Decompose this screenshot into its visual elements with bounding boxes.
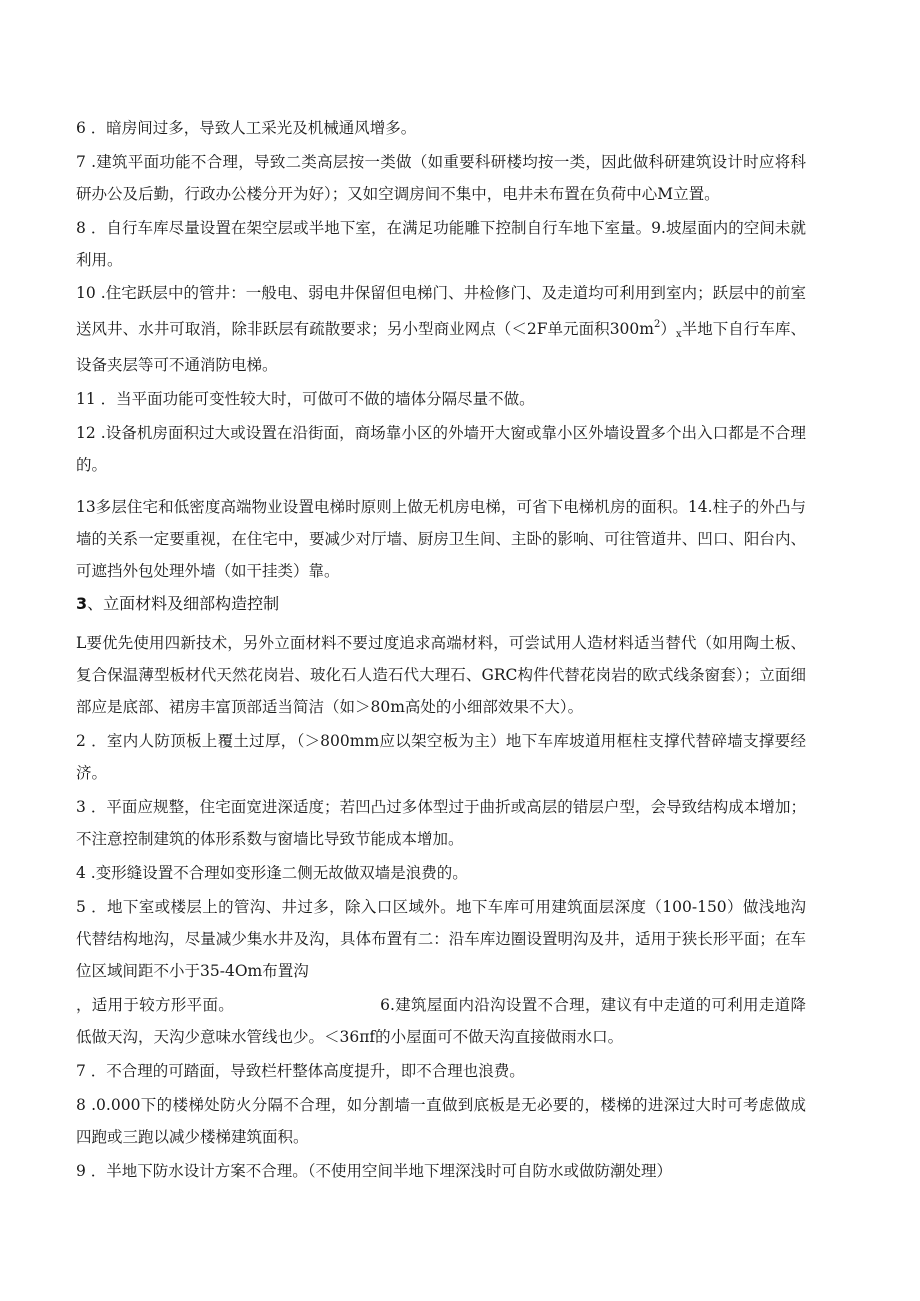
section-heading [76, 589, 806, 619]
paragraph-7-tread: 7 ．不合理的可踏面，导致栏杆整体高度提升，即不合理也浪费。 [76, 1062, 525, 1080]
paragraph-3: 3 ．平面应规整，住宅面宽进深适度；若凹凸过多体型过于曲折或高层的错层户型，会导致结构成本增加；不注意控制建筑的体形系数与窗墙比导致节能成本增加。 [76, 798, 806, 848]
paragraph-11: 11 ．当平面功能可变性较大时，可做可不做的墙体分隔尽量不做。 [76, 390, 535, 408]
paragraph-10-part-1: 10 .住宅跃层中的管井：一般电、弱电井保留但电梯门、井检修门、及走道均可利用到室内；跃层中的前室送风井、水井可取消，除非跃层有疏散要求；另小型商业网点（＜2F单元面积300m [76, 284, 806, 338]
section-title: 、立面材料及细部构造控制 [87, 594, 280, 613]
paragraph-10-part-2: ） [660, 320, 676, 338]
paragraph-12: 12 .设备机房面积过大或设置在沿街面，商场靠小区的外墙开大窗或靠小区外墙设置多个出入口都是不合理的。 [76, 424, 806, 474]
paragraph-l: L要优先使用四新技术，另外立面材料不要过度追求高端材料，可尝试用人造材料适当替代（如用陶土板、复合保温薄型板材代天然花岗岩、玻化石人造石代大理石、GRC构件代替花岗岩的欧式线条窗套）；立面细部应是底部、裙房丰富顶部适当简洁（如＞80m高处的小细部效果不大）。 [76, 634, 806, 716]
document-page [76, 112, 806, 1189]
paragraph-10 [76, 278, 806, 381]
paragraph-2: 2 ．室内人防顶板上覆土过厚，（＞800mm应以架空板为主）地下车库坡道用框柱支撑代替碎墙支撑要经济。 [76, 732, 806, 782]
paragraph-5-continued [76, 989, 806, 1053]
paragraph-8: 8 ．自行车库尽量设置在架空层或半地下室，在满足功能雕下控制自行车地下室量。9.坡屋面内的空间未就利用。 [76, 219, 806, 269]
superscript-2: 2 [653, 319, 661, 330]
paragraph-5-tail: ，适用于较方形平面。 [76, 996, 235, 1014]
subscript-x: x [675, 329, 682, 340]
paragraph-6: 6 ．暗房间过多，导致人工采光及机械通风增多。 [76, 119, 417, 137]
paragraph-5: 5 ．地下室或楼层上的管沟、井过多，除入口区域外。地下车库可用建筑面层深度（100-150）做浅地沟代替结构地沟，尽量减少集水井及沟，具体布置有二：沿车库边圈设置明沟及井，适用于狭长形平面；在车位区域间距不小于35-4Om布置沟 [76, 898, 806, 980]
section-number: 3 [76, 594, 88, 613]
paragraph-7: 7 .建筑平面功能不合理，导致二类高层按一类做（如重要科研楼均按一类，因此做科研建筑设计时应将科研办公及后勤，行政办公楼分开为好）；又如空调房间不集中，电井未布置在负荷中心M立置。 [76, 153, 806, 203]
paragraph-4: 4 .变形缝设置不合理如变形逢二侧无故做双墙是浪费的。 [76, 864, 468, 882]
paragraph-8-stair: 8 .0.000下的楼梯处防火分隔不合理，如分割墙一直做到底板是无必要的，楼梯的进深过大时可考虑做成四跑或三跑以减少楼梯建筑面积。 [76, 1096, 806, 1146]
paragraph-6-roof: 6.建筑屋面内沿沟设置不合理，建议有中走道的可利用走道降低做天沟，天沟少意味水管线也少。＜36πf的小屋面可不做天沟直接做雨水口。 [76, 996, 806, 1046]
paragraph-9-waterproof: 9 ．半地下防水设计方案不合理。（不使用空间半地下埋深浅时可自防水或做防潮处理） [76, 1162, 673, 1180]
paragraph-13: 13多层住宅和低密度高端物业设置电梯时原则上做无机房电梯，可省下电梯机房的面积。14.柱子的外凸与墙的关系一定要重视，在住宅中，要减少对厅墙、厨房卫生间、主卧的影响、可往管道井、凹口、阳台内、可遮挡外包处理外墙（如干挂类）靠。 [76, 498, 806, 580]
paragraph-10-part-3: 半地下自行车库、设备夹层等可不通消防电梯。 [76, 320, 806, 374]
